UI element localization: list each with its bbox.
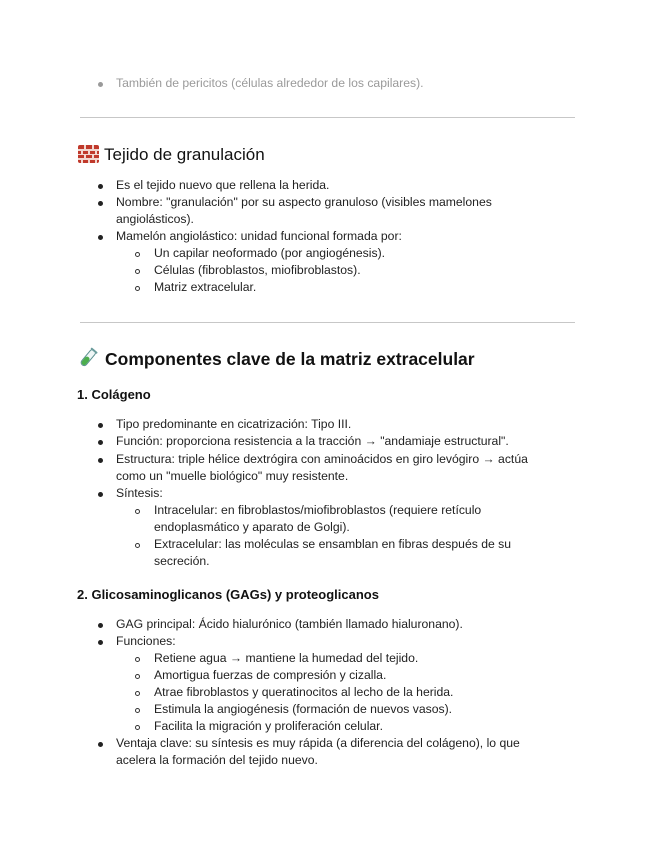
list-item-continued: acelera la formación del tejido nuevo.: [116, 753, 318, 767]
section-title: Componentes clave de la matriz extracelular: [105, 349, 475, 369]
list-item-continued: angiolásticos).: [116, 212, 194, 226]
sublist-item: Atrae fibroblastos y queratinocitos al lecho de la herida.: [154, 685, 454, 699]
list-bullet: [98, 82, 103, 87]
list-item: Síntesis:: [116, 486, 163, 500]
list-bullet: [98, 492, 103, 497]
sublist-item: Células (fibroblastos, miofibroblastos).: [154, 263, 361, 277]
list-bullet: [98, 423, 103, 428]
list-item: Es el tejido nuevo que rellena la herida.: [116, 178, 330, 192]
sublist-item-continued: secreción.: [154, 554, 210, 568]
brick-icon: [78, 145, 99, 163]
section-title: Tejido de granulación: [104, 145, 265, 164]
list-item: Función: proporciona resistencia a la tracción → "andamiaje estructural".: [116, 434, 509, 448]
sublist-item: Facilita la migración y proliferación celular.: [154, 719, 383, 733]
list-bullet: [98, 235, 103, 240]
list-item: Estructura: triple hélice dextrógira con aminoácidos en giro levógiro → actúa: [116, 452, 528, 466]
sublist-bullet: [135, 708, 140, 713]
sublist-bullet: [135, 252, 140, 257]
list-item: GAG principal: Ácido hialurónico (también llamado hialuronano).: [116, 617, 463, 631]
list-bullet: [98, 440, 103, 445]
sublist-item: Extracelular: las moléculas se ensamblan en fibras después de su: [154, 537, 512, 551]
list-item: También de pericitos (células alrededor de los capilares).: [116, 76, 424, 90]
list-bullet: [98, 458, 103, 463]
list-item: Mamelón angiolástico: unidad funcional formada por:: [116, 229, 402, 243]
list-item: Funciones:: [116, 634, 176, 648]
subsection-heading: 1. Colágeno: [77, 387, 151, 402]
sublist-item: Intracelular: en fibroblastos/miofibroblastos (requiere retículo: [154, 503, 482, 517]
divider: [80, 322, 575, 323]
divider: [80, 117, 575, 118]
sublist-bullet: [135, 657, 140, 662]
sublist-item: Un capilar neoformado (por angiogénesis).: [154, 246, 386, 260]
list-bullet: [98, 640, 103, 645]
sublist-item: Matriz extracelular.: [154, 280, 257, 294]
list-item: Nombre: "granulación" por su aspecto granuloso (visibles mamelones: [116, 195, 492, 209]
subsection-heading: 2. Glicosaminoglicanos (GAGs) y proteoglicanos: [77, 587, 379, 602]
sublist-item: Amortigua fuerzas de compresión y cizalla.: [154, 668, 387, 682]
sublist-bullet: [135, 725, 140, 730]
sublist-bullet: [135, 674, 140, 679]
sublist-bullet: [135, 286, 140, 291]
list-item-continued: como un "muelle biológico" muy resistente.: [116, 469, 349, 483]
list-bullet: [98, 742, 103, 747]
list-item: Tipo predominante en cicatrización: Tipo III.: [116, 417, 352, 431]
sublist-item-continued: endoplasmático y aparato de Golgi).: [154, 520, 350, 534]
sublist-item: Estimula la angiogénesis (formación de nuevos vasos).: [154, 702, 453, 716]
sublist-bullet: [135, 691, 140, 696]
sublist-bullet: [135, 269, 140, 274]
sublist-bullet: [135, 543, 140, 548]
sublist-bullet: [135, 509, 140, 514]
list-item: Ventaja clave: su síntesis es muy rápida (a diferencia del colágeno), lo que: [116, 736, 520, 750]
sublist-item: Retiene agua → mantiene la humedad del tejido.: [154, 651, 419, 665]
list-bullet: [98, 623, 103, 628]
list-bullet: [98, 201, 103, 206]
test-tube-icon: [77, 347, 99, 369]
list-bullet: [98, 184, 103, 189]
